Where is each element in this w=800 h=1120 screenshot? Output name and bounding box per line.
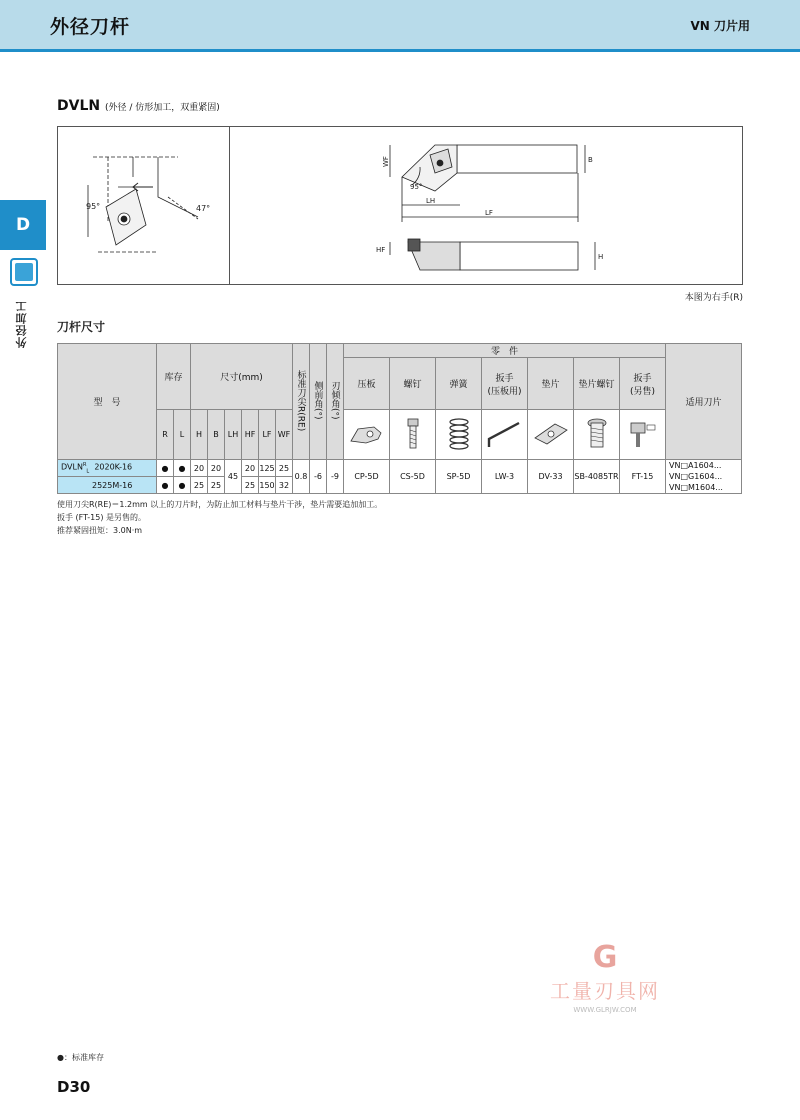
part-header-clamp: 压板 (344, 358, 390, 410)
clamp-icon (344, 410, 390, 460)
model-sup: R (82, 461, 87, 468)
size-h: 20 (191, 460, 208, 477)
note-item: 扳手 (FT-15) 是另售的。 (57, 513, 147, 522)
part-shim: DV-33 (528, 460, 574, 494)
part-header-shim-screw: 垫片螺钉 (574, 358, 620, 410)
watermark (535, 940, 675, 1020)
col-parts-header: 零 件 (344, 344, 666, 358)
col-size-header: 尺寸(mm) (191, 344, 293, 410)
shim-icon (528, 410, 574, 460)
stock-r-header: R (157, 410, 174, 460)
insert-list (666, 460, 742, 494)
angle-95b-label: 95° (410, 183, 423, 191)
part-spring: SP-5D (436, 460, 482, 494)
col-insert-header: 适用刀片 (666, 344, 742, 460)
col-re-label: 标准刀尖R(RE) (295, 369, 306, 432)
screw-icon (390, 410, 436, 460)
re-value: 0.8 (293, 460, 310, 494)
col-side-angle-label: 侧前角(°) (312, 381, 323, 420)
watermark-text: 工量刃具网 (550, 979, 660, 1003)
size-h-header: H (191, 410, 208, 460)
watermark-url: WWW.GLRJW.COM (573, 1006, 637, 1014)
size-b: 25 (208, 477, 225, 494)
table-row-model: 2525M-16 (58, 477, 157, 494)
lh-label: LH (426, 197, 436, 205)
lf-label: LF (485, 209, 493, 217)
legend: ●：标准库存 (57, 1053, 104, 1062)
model-name: DVLN (57, 98, 101, 114)
h-label: H (598, 253, 604, 261)
part-header-shim: 垫片 (528, 358, 574, 410)
model-title (57, 98, 220, 114)
stock-l: ● (174, 460, 191, 477)
part-wrench: LW-3 (482, 460, 528, 494)
size-lf: 150 (259, 477, 276, 494)
page-number: D30 (57, 1078, 91, 1096)
stock-r: ● (157, 477, 174, 494)
size-lf: 125 (259, 460, 276, 477)
tool-diagram (230, 127, 742, 284)
insert-icon (10, 258, 38, 286)
note-item: 推荐紧固扭矩：3.0N·m (57, 526, 143, 535)
model-code: 2020K-16 (94, 462, 133, 472)
size-wf: 25 (276, 460, 293, 477)
col-model-header: 型 号 (58, 344, 157, 460)
model-sub: L (86, 468, 90, 475)
col-re-header (293, 344, 310, 460)
size-hf-header: HF (242, 410, 259, 460)
diagram-box (57, 126, 743, 285)
insert-item: VN□A1604... (669, 461, 722, 470)
part-header-screw: 螺钉 (390, 358, 436, 410)
model-prefix: DVLN (61, 462, 83, 472)
section-label: 外径加工 (15, 300, 28, 348)
hf-label: HF (376, 246, 386, 254)
size-lh: 45 (225, 460, 242, 494)
col-stock-header: 库存 (157, 344, 191, 410)
insert-item: VN□M1604... (669, 483, 723, 492)
section-title: 刀杆尺寸 (57, 320, 106, 334)
part-screw: CS-5D (390, 460, 436, 494)
watermark-logo: G (592, 940, 618, 975)
side-angle-value: -6 (310, 460, 327, 494)
wrench-icon (482, 410, 528, 460)
model-desc: (外径 / 仿形加工，双重紧固) (104, 103, 220, 113)
part-header-wrench: 扳手 (压板用) (482, 358, 528, 410)
section-tab: D (0, 200, 46, 250)
note-item: 使用刀尖R(RE)＝1.2mm 以上的刀片时，为防止加工材料与垫片干涉，垫片需要追加加工。 (57, 500, 383, 509)
torx-wrench-icon (620, 410, 666, 460)
size-wf-header: WF (276, 410, 293, 460)
wf-label: WF (382, 156, 390, 167)
part-header-torx-wrench: 扳手 (另售) (620, 358, 666, 410)
diagram-note: 本图为右手(R) (684, 293, 743, 303)
spring-icon (436, 410, 482, 460)
part-torx-wrench: FT-15 (620, 460, 666, 494)
incl-angle-value: -9 (327, 460, 344, 494)
size-b: 20 (208, 460, 225, 477)
angle-95-label: 95° (86, 202, 101, 211)
spec-table (57, 343, 742, 494)
col-incl-angle-header (327, 344, 344, 460)
angle-diagram (58, 127, 229, 284)
size-hf: 25 (242, 477, 259, 494)
col-incl-angle-label: 刃倾角(°) (329, 381, 340, 420)
notes (57, 498, 382, 537)
table-row-model (58, 460, 157, 477)
size-lf-header: LF (259, 410, 276, 460)
shim-screw-icon (574, 410, 620, 460)
size-h: 25 (191, 477, 208, 494)
stock-l: ● (174, 477, 191, 494)
part-shim-screw: SB-4085TR (574, 460, 620, 494)
size-hf: 20 (242, 460, 259, 477)
stock-r: ● (157, 460, 174, 477)
insert-item: VN□G1604... (669, 472, 723, 481)
b-label: B (588, 156, 593, 164)
size-b-header: B (208, 410, 225, 460)
angle-47-label: 47° (196, 204, 211, 213)
part-clamp: CP-5D (344, 460, 390, 494)
page-title: 外径刀杆 (50, 16, 131, 38)
size-lh-header: LH (225, 410, 242, 460)
stock-l-header: L (174, 410, 191, 460)
page-subtitle: VN 刀片用 (690, 19, 750, 33)
part-header-spring: 弹簧 (436, 358, 482, 410)
page-header (0, 0, 800, 52)
size-wf: 32 (276, 477, 293, 494)
col-side-angle-header (310, 344, 327, 460)
